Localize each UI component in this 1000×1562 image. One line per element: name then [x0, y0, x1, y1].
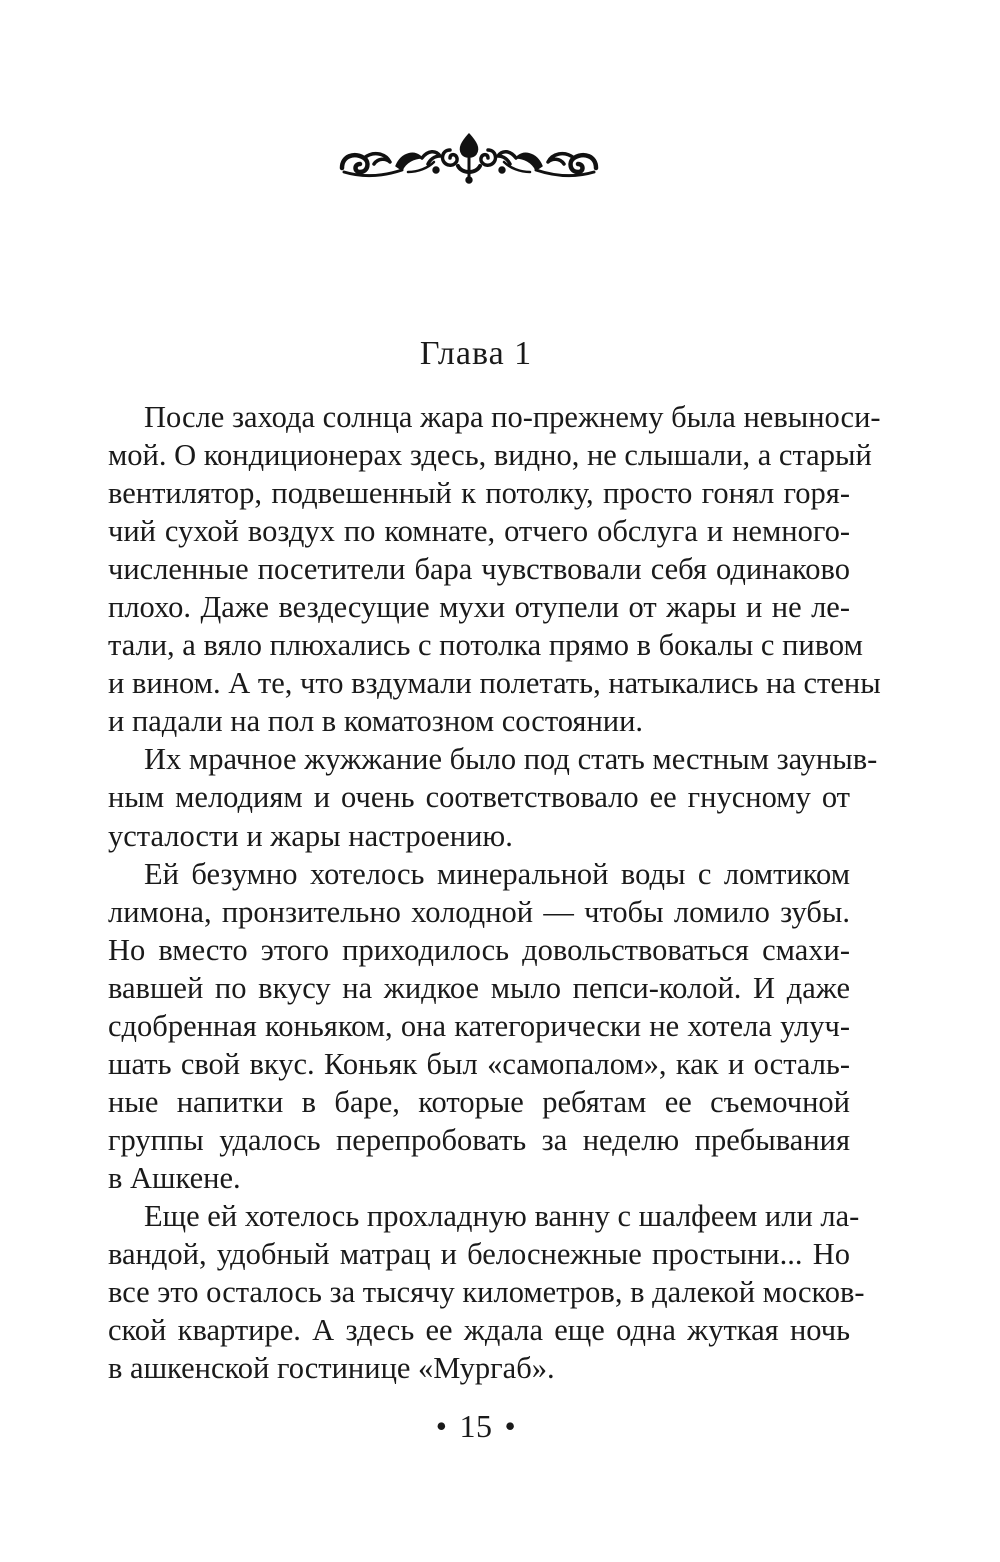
text-line: Еще ей хотелось прохладную ванну с шалфеем или ла-	[144, 1198, 860, 1233]
text-line: вавшей по вкусу на жидкое мыло пепси-колой. И даже	[108, 970, 850, 1005]
text-line: вентилятор, подвешенный к потолку, просто гонял горя-	[108, 476, 850, 511]
page-number-footer	[0, 1403, 952, 1449]
text-line: вандой, удобный матрац и белоснежные простыни... Но	[108, 1237, 850, 1272]
text-line: группы удалось перепробовать за неделю пребывания	[108, 1122, 850, 1157]
text-line: в Ашкене.	[108, 1160, 241, 1195]
bullet-left: •	[435, 1408, 448, 1444]
chapter-title: Глава 1	[419, 335, 533, 372]
bullet-right: •	[504, 1408, 517, 1444]
text-line: все это осталось за тысячу километров, в далекой москов-	[108, 1275, 865, 1310]
text-line: ской квартире. А здесь ее ждала еще одна жуткая ночь	[108, 1313, 850, 1348]
text-line: в ашкенской гостинице «Мургаб».	[108, 1351, 555, 1386]
text-line: численные посетители бара чувствовали себя одинаково	[108, 552, 850, 587]
chapter-body	[108, 398, 881, 1387]
text-line: и падали на пол в коматозном состоянии.	[108, 704, 644, 739]
text-line: шать свой вкус. Коньяк был «самопалом», как и осталь-	[108, 1046, 850, 1081]
text-line: тали, а вяло плюхались с потолка прямо в бокалы с пивом	[108, 628, 863, 663]
text-line: Их мрачное жужжание было под стать местным зауныв-	[144, 742, 878, 777]
text-line: плохо. Даже вездесущие мухи отупели от жары и не ле-	[108, 590, 850, 625]
page-number: 15	[459, 1408, 493, 1444]
text-line: сдобренная коньяком, она категорически не хотела улуч-	[108, 1008, 850, 1043]
text-line: Ей безумно хотелось минеральной воды с ломтиком	[144, 856, 850, 891]
text-line: лимона, пронзительно холодной — чтобы ломило зубы.	[108, 894, 850, 929]
text-line: и вином. А те, что вздумали полетать, натыкались на стены	[108, 666, 881, 701]
text-line: ные напитки в баре, которые ребятам ее съемочной	[108, 1084, 850, 1119]
text-line: усталости и жары настроению.	[108, 818, 513, 853]
text-line: мой. О кондиционерах здесь, видно, не слышали, а старый	[108, 438, 872, 473]
text-line: ным мелодиям и очень соответствовало ее гнусному от	[108, 780, 850, 815]
text-line: После захода солнца жара по-прежнему была невыноси-	[144, 400, 881, 434]
text-line: Но вместо этого приходилось довольствоваться смахи-	[108, 932, 850, 967]
decorative-ornament-icon	[338, 128, 600, 186]
text-line: чий сухой воздух по комнате, отчего обслуга и немного-	[108, 514, 850, 549]
